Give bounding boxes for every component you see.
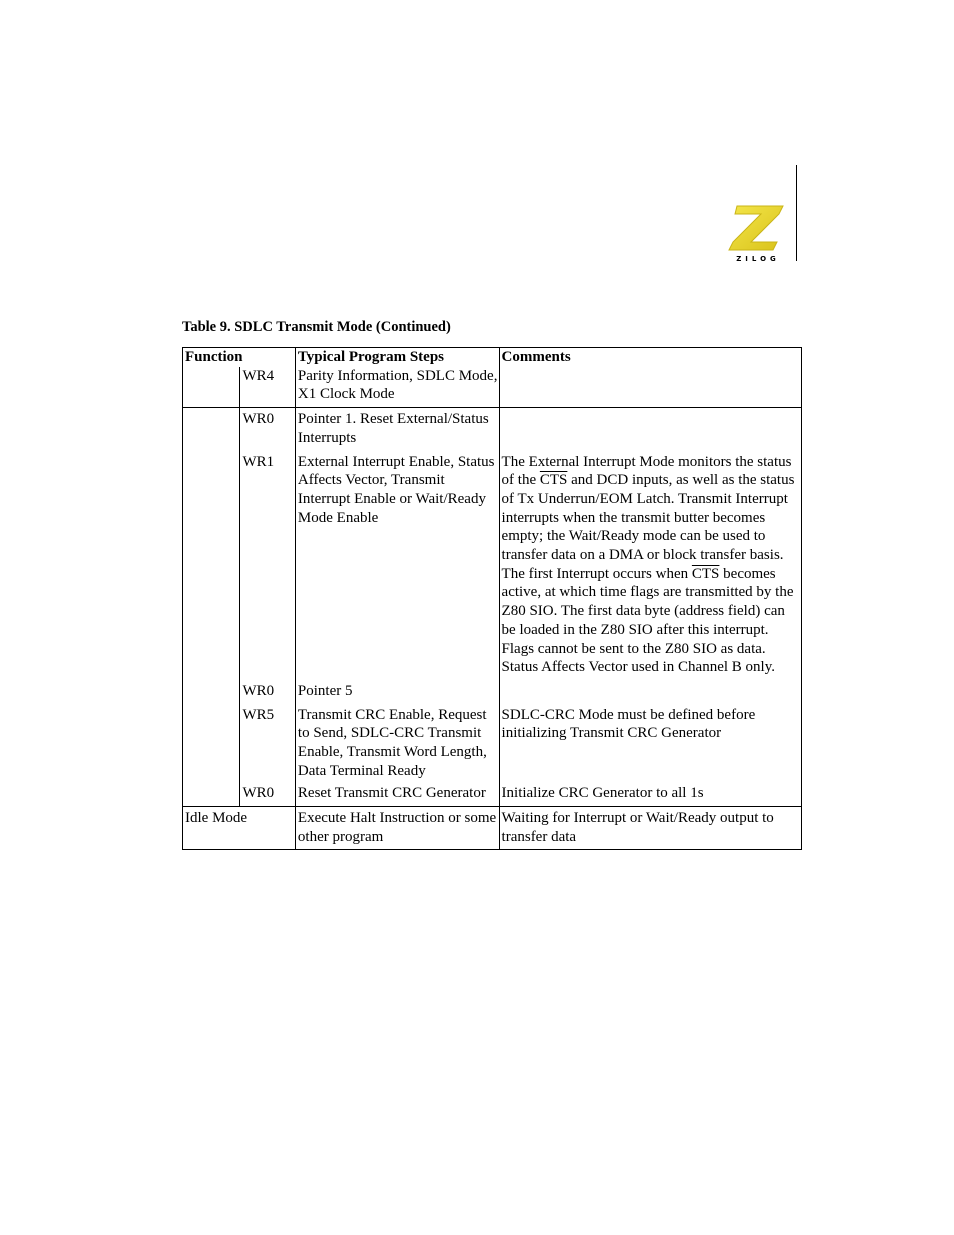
table-header-row: [183, 348, 802, 367]
group-setup: [183, 408, 802, 807]
zilog-z-mark: [729, 206, 783, 250]
step-cell: Transmit CRC Enable, Request to Send, SDLC-CRC Transmit Enable, Transmit Word Length, Data Terminal Ready: [295, 706, 499, 785]
step-cell: External Interrupt Enable, Status Affects Vector, Transmit Interrupt Enable or Wait/Ready Mode Enable: [295, 453, 499, 682]
register-cell: WR0: [240, 682, 295, 706]
comment-cell: Initialize CRC Generator to all 1s: [501, 785, 704, 802]
register-cell: WR1: [240, 453, 295, 682]
step-cell: Reset Transmit CRC Generator: [295, 784, 499, 806]
cts-signal: $\overline{CTS}$: [691, 565, 720, 582]
comment-cell: Waiting for Interrupt or Wait/Ready output to transfer data: [501, 810, 774, 845]
zilog-logo: [727, 200, 789, 266]
header-function: Function: [183, 348, 296, 367]
table-row: [183, 807, 802, 849]
group-header-wr4: [183, 348, 802, 408]
function-cell: Idle Mode: [183, 807, 296, 849]
header-rule: [796, 165, 797, 261]
sdlc-transmit-table: [182, 347, 802, 850]
step-cell: Pointer 1. Reset External/Status Interrupts: [295, 408, 499, 453]
table-caption: Table 9. SDLC Transmit Mode (Continued): [182, 319, 451, 335]
register-cell: WR4: [240, 367, 295, 408]
step-cell: Execute Halt Instruction or some other program: [295, 807, 499, 849]
zilog-wordmark: ZILOG: [736, 255, 780, 263]
header-comments: Comments: [501, 349, 571, 365]
step-cell: Parity Information, SDLC Mode, X1 Clock Mode: [295, 367, 499, 408]
table-row: [183, 453, 802, 682]
group-idle: [183, 807, 802, 849]
table-row: [183, 682, 802, 706]
comment-cell: SDLC-CRC Mode must be defined before initializing Transmit CRC Generator: [501, 706, 756, 742]
table-row: [183, 367, 802, 408]
table-row: [183, 706, 802, 785]
cts-signal: $\overline{CTS}$: [539, 472, 568, 489]
header-steps: Typical Program Steps: [295, 348, 499, 367]
table-row: [183, 784, 802, 806]
step-cell: Pointer 5: [295, 682, 499, 706]
register-cell: WR0: [240, 784, 295, 806]
comment-cell: The External Interrupt Mode monitors the status of the $\overline{CTS}$ and DCD inputs, as well as the status of Tx Underrun/EOM Latch. Transmit Interrupt interrupts when the transmit butter becomes empty; the Wait/Ready mode can be used to transfer data on a DMA or block transfer basis. The first Interrupt occurs when $\overline{CTS}$ becomes active, at which time flags are transmitted by the Z80 SIO. The first data byte (address field) can be loaded in the Z80 SIO after this interrupt. Flags cannot be sent to the Z80 SIO as data. Status Affects Vector used in Channel B only.: [501, 453, 795, 676]
register-cell: WR5: [240, 706, 295, 785]
register-cell: WR0: [240, 408, 295, 453]
table-row: [183, 408, 802, 453]
